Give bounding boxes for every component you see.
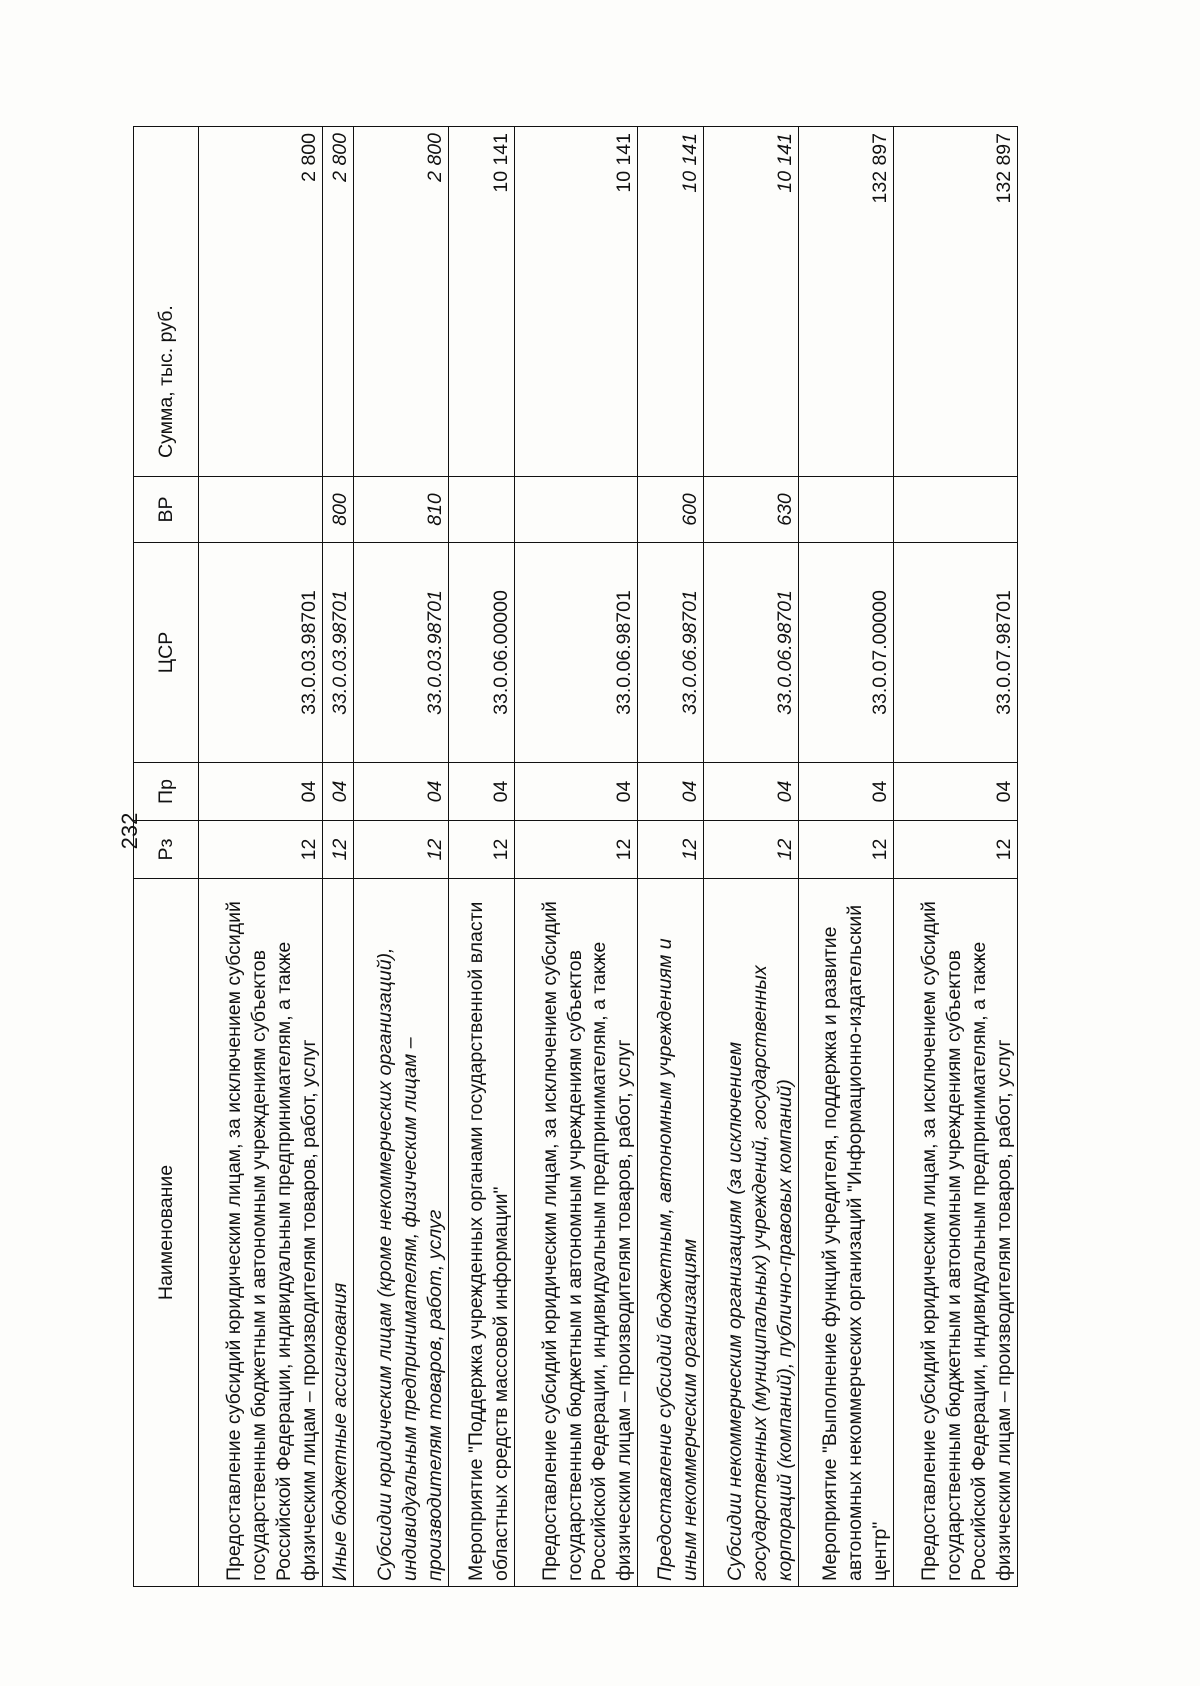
cell-pr: 04	[894, 763, 1018, 821]
table-row	[353, 127, 448, 1587]
cell-rz: 12	[514, 821, 638, 879]
cell-pr: 04	[638, 763, 704, 821]
header-name: Наименование	[134, 879, 199, 1587]
table-row	[894, 127, 1018, 1587]
cell-rz: 12	[448, 821, 514, 879]
table-row	[638, 127, 704, 1587]
cell-pr: 04	[514, 763, 638, 821]
cell-csr: 33.0.07.98701	[894, 543, 1018, 763]
cell-pr: 04	[799, 763, 894, 821]
table-row	[514, 127, 638, 1587]
cell-sum: 2 800	[353, 127, 448, 477]
page-number: 232	[117, 812, 142, 850]
table-row	[199, 127, 323, 1587]
cell-pr: 04	[322, 763, 353, 821]
cell-csr: 33.0.03.98701	[322, 543, 353, 763]
rotated-table-page	[133, 127, 1018, 1587]
table-row	[704, 127, 799, 1587]
cell-name: Предоставление субсидий юридическим лицам, за исключением субсидий государственным бюджетным и автономным учреждениям субъектов Российской Федерации, индивидуальным предпринимателям, а также физическим лицам – производителям товаров, работ, услуг	[894, 879, 1018, 1587]
table-row	[799, 127, 894, 1587]
cell-sum: 132 897	[799, 127, 894, 477]
table-row	[322, 127, 353, 1587]
cell-sum: 10 141	[704, 127, 799, 477]
cell-csr: 33.0.06.98701	[704, 543, 799, 763]
cell-name: Иные бюджетные ассигнования	[322, 879, 353, 1587]
cell-csr: 33.0.06.00000	[448, 543, 514, 763]
cell-rz: 12	[353, 821, 448, 879]
header-pr: Пр	[134, 763, 199, 821]
cell-vr	[199, 477, 323, 543]
header-sum: Сумма, тыс. руб.	[134, 127, 199, 477]
cell-name: Субсидии юридическим лицам (кроме некоммерческих организаций), индивидуальным предпринимателям, физическим лицам – производителям товаров, работ, услуг	[353, 879, 448, 1587]
cell-rz: 12	[199, 821, 323, 879]
table-row	[448, 127, 514, 1587]
header-vr: ВР	[134, 477, 199, 543]
cell-rz: 12	[638, 821, 704, 879]
cell-sum: 10 141	[514, 127, 638, 477]
cell-csr: 33.0.06.98701	[514, 543, 638, 763]
cell-sum: 2 800	[322, 127, 353, 477]
cell-csr: 33.0.07.00000	[799, 543, 894, 763]
cell-pr: 04	[448, 763, 514, 821]
header-csr: ЦСР	[134, 543, 199, 763]
header-rz: Рз	[134, 821, 199, 879]
cell-name: Мероприятие "Поддержка учрежденных органами государственной власти областных средств массовой информации"	[448, 879, 514, 1587]
cell-sum: 10 141	[638, 127, 704, 477]
cell-name: Предоставление субсидий юридическим лицам, за исключением субсидий государственным бюджетным и автономным учреждениям субъектов Российской Федерации, индивидуальным предпринимателям, а также физическим лицам – производителям товаров, работ, услуг	[514, 879, 638, 1587]
cell-vr: 800	[322, 477, 353, 543]
cell-name: Предоставление субсидий бюджетным, автономным учреждениям и иным некоммерческим организациям	[638, 879, 704, 1587]
cell-rz: 12	[322, 821, 353, 879]
cell-csr: 33.0.03.98701	[199, 543, 323, 763]
cell-rz: 12	[704, 821, 799, 879]
cell-vr: 810	[353, 477, 448, 543]
cell-pr: 04	[199, 763, 323, 821]
cell-vr	[799, 477, 894, 543]
cell-csr: 33.0.03.98701	[353, 543, 448, 763]
cell-sum: 132 897	[894, 127, 1018, 477]
table-header-row	[134, 127, 199, 1587]
cell-vr	[894, 477, 1018, 543]
cell-sum: 2 800	[199, 127, 323, 477]
cell-vr	[514, 477, 638, 543]
cell-name: Субсидии некоммерческим организациям (за исключением государственных (муниципальных) учреждений, государственных корпораций (компаний), публично-правовых компаний)	[704, 879, 799, 1587]
cell-csr: 33.0.06.98701	[638, 543, 704, 763]
cell-name: Предоставление субсидий юридическим лицам, за исключением субсидий государственным бюджетным и автономным учреждениям субъектов Российской Федерации, индивидуальным предпринимателям, а также физическим лицам – производителям товаров, работ, услуг	[199, 879, 323, 1587]
cell-rz: 12	[799, 821, 894, 879]
cell-rz: 12	[894, 821, 1018, 879]
cell-pr: 04	[353, 763, 448, 821]
budget-table	[133, 126, 1018, 1587]
cell-vr: 600	[638, 477, 704, 543]
cell-vr: 630	[704, 477, 799, 543]
cell-sum: 10 141	[448, 127, 514, 477]
cell-name: Мероприятие "Выполнение функций учредителя, поддержка и развитие автономных некоммерческих организаций "Информационно-издательский центр"	[799, 879, 894, 1587]
cell-vr	[448, 477, 514, 543]
cell-pr: 04	[704, 763, 799, 821]
